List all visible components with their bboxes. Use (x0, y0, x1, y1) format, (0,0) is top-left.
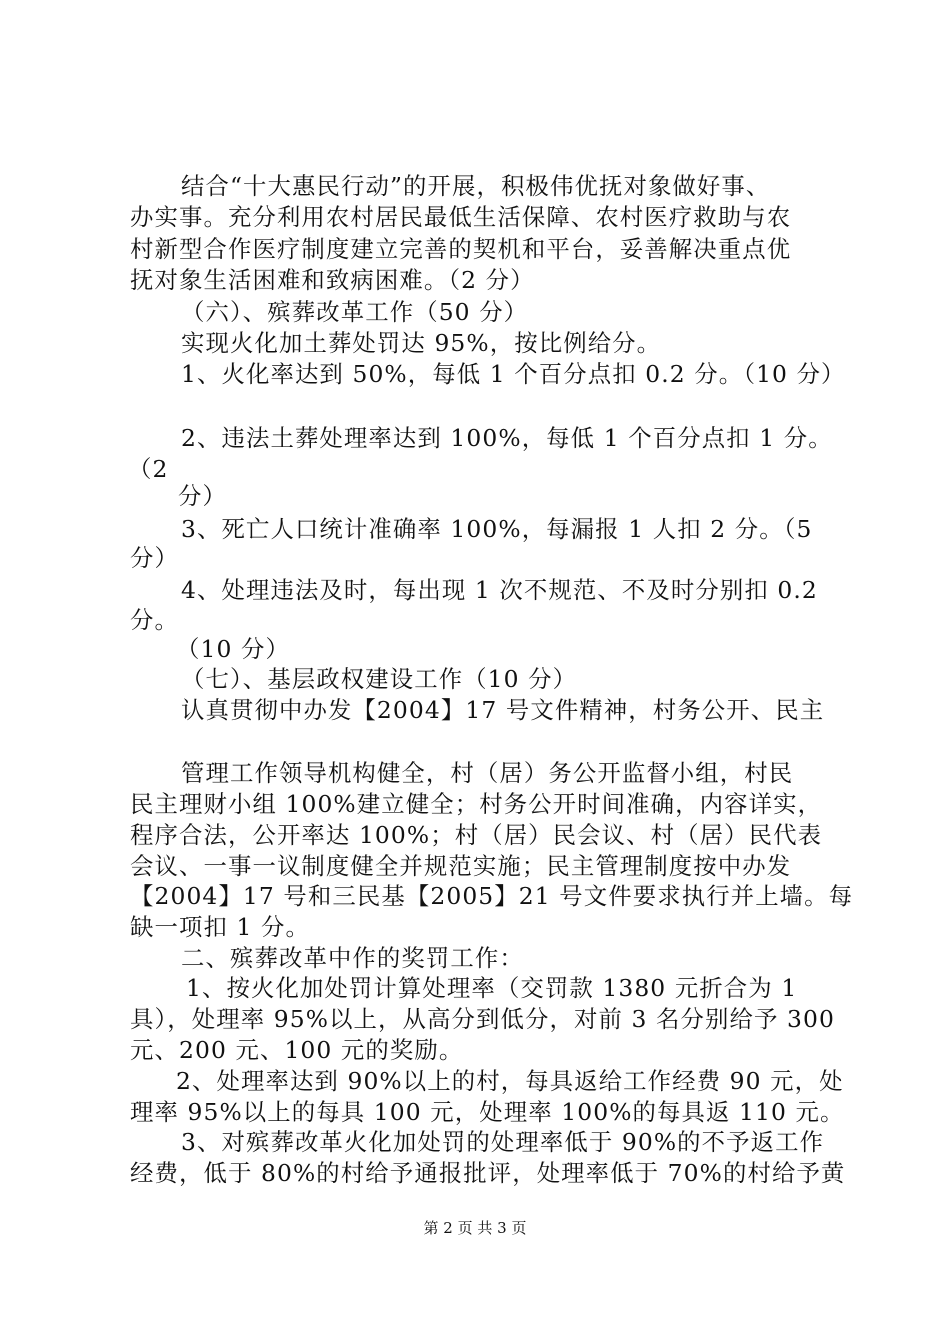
list-item: 1、按火化加处罚计算处理率（交罚款 1380 元折合为 1 (186, 974, 798, 1002)
list-item: 2、违法土葬处理率达到 100%，每低 1 个百分点扣 1 分。 (181, 424, 833, 452)
list-item: 1、火化率达到 50%，每低 1 个百分点扣 0.2 分。（10 分） (181, 360, 846, 388)
page-number-footer: 第 2 页 共 3 页 (423, 1219, 527, 1237)
paragraph-line: 元、200 元、100 元的奖励。 (130, 1036, 464, 1064)
list-item: 2、处理率达到 90%以上的村，每具返给工作经费 90 元，处 (176, 1067, 844, 1095)
list-item: 4、处理违法及时，每出现 1 次不规范、不及时分别扣 0.2 (181, 576, 818, 604)
paragraph-line: 实现火化加土葬处罚达 95%，按比例给分。 (181, 329, 662, 357)
paragraph-line: 分） (130, 544, 179, 572)
paragraph-line: 认真贯彻中办发【2004】17 号文件精神，村务公开、民主 (181, 696, 825, 724)
paragraph-line: 会议、一事一议制度健全并规范实施；民主管理制度按中办发 (130, 852, 792, 880)
paragraph-line: 具），处理率 95%以上，从高分到低分，对前 3 名分别给予 300 (130, 1005, 835, 1033)
paragraph-line: 办实事。充分利用农村居民最低生活保障、农村医疗救助与农 (130, 203, 792, 231)
section-heading: 二、殡葬改革中作的奖罚工作： (181, 944, 524, 972)
paragraph-line: 分） (178, 482, 227, 510)
paragraph-line: 村新型合作医疗制度建立完善的契机和平台，妥善解决重点优 (130, 235, 792, 263)
paragraph-line: 【2004】17 号和三民基【2005】21 号文件要求执行并上墙。每 (130, 882, 854, 910)
paragraph-line: 理率 95%以上的每具 100 元，处理率 100%的每具返 110 元。 (130, 1098, 845, 1126)
paragraph-line: 缺一项扣 1 分。 (130, 913, 310, 941)
section-heading: （六）、殡葬改革工作（50 分） (181, 298, 529, 326)
paragraph-line: 管理工作领导机构健全，村（居）务公开监督小组，村民 (181, 759, 794, 787)
list-item: 3、死亡人口统计准确率 100%，每漏报 1 人扣 2 分。（5 (181, 515, 813, 543)
paragraph-line: 结合“十大惠民行动”的开展，积极伟优抚对象做好事、 (181, 172, 771, 200)
paragraph-line: 经费，低于 80%的村给予通报批评，处理率低于 70%的村给予黄 (130, 1159, 846, 1187)
paragraph-line: （2 (128, 455, 169, 483)
paragraph-line: （10 分） (176, 635, 290, 663)
paragraph-line: 分。 (130, 606, 179, 634)
paragraph-line: 程序合法，公开率达 100%；村（居）民会议、村（居）民代表 (130, 821, 823, 849)
section-heading: （七）、基层政权建设工作（10 分） (181, 665, 578, 693)
paragraph-line: 民主理财小组 100%建立健全；村务公开时间准确，内容详实， (130, 790, 823, 818)
list-item: 3、对殡葬改革火化加处罚的处理率低于 90%的不予返工作 (181, 1128, 825, 1156)
paragraph-line: 抚对象生活困难和致病困难。（2 分） (130, 266, 535, 294)
